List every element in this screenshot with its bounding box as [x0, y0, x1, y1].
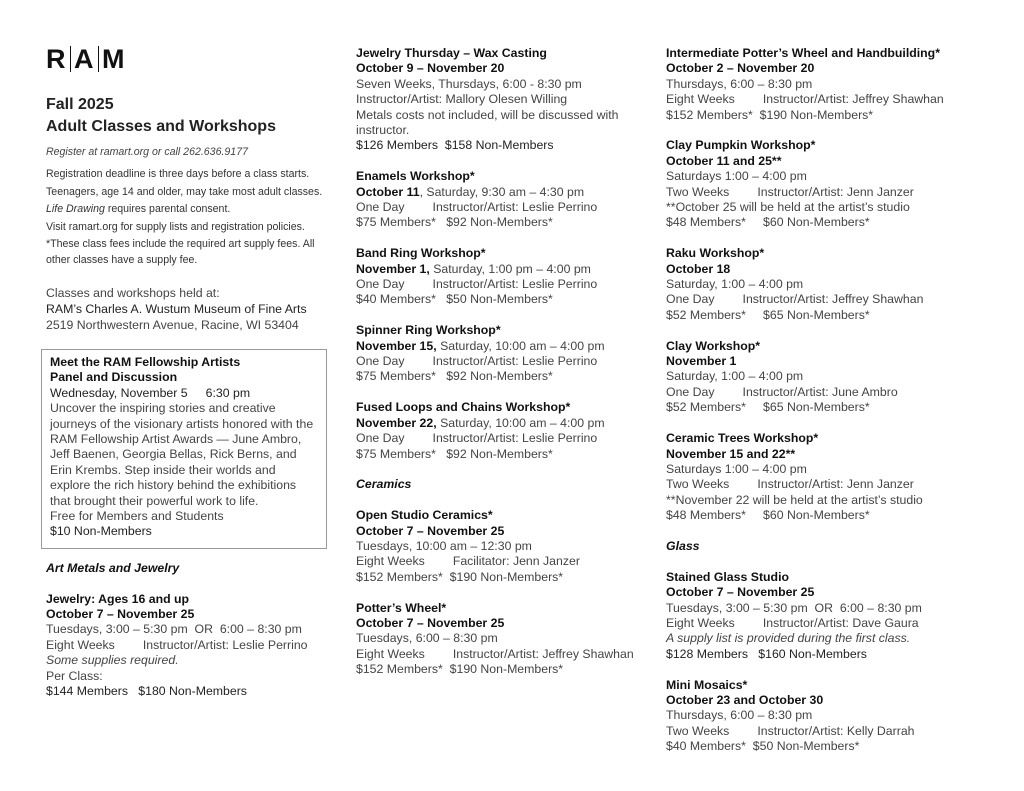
class-duration: One Day: [356, 277, 405, 292]
class-title: Meet the RAM Fellowship Artists: [50, 355, 241, 369]
listing-line: [356, 292, 656, 307]
registration-note: [46, 220, 331, 236]
class-detail: $152 Members* $190 Non-Members*: [666, 107, 874, 122]
class-instructor: Instructor/Artist: Leslie Perrino: [432, 200, 598, 215]
listing-line: [356, 539, 656, 554]
class-instructor: Instructor/Artist: Jeffrey Shawhan: [762, 92, 944, 107]
column-1: [46, 44, 331, 715]
note-text: Teenagers, age 14 and older, may take most adult classes.: [46, 185, 323, 198]
class-detail: $75 Members* $92 Non-Members*: [356, 215, 553, 230]
class-detail: $144 Members $180 Non-Members: [46, 684, 247, 699]
class-listing-raku-workshop: [666, 246, 966, 323]
class-duration: Two Weeks: [666, 477, 730, 492]
listing-line: [666, 138, 966, 153]
class-duration: Two Weeks: [666, 723, 730, 738]
class-detail: $75 Members* $92 Non-Members*: [356, 446, 553, 461]
listing-line: [666, 462, 966, 477]
listing-line: [666, 92, 966, 107]
listing-line: [666, 447, 966, 462]
class-date: October 11: [356, 184, 420, 199]
class-detail: , Saturday, 9:30 am – 4:30 pm: [419, 184, 585, 199]
listing-line: [356, 369, 656, 384]
class-instructor: Instructor/Artist: Dave Gaura: [762, 615, 919, 630]
note-text: Registration deadline is three days before a class starts.: [46, 168, 310, 180]
logo-letter: A: [74, 44, 95, 74]
listing-line: [356, 554, 656, 569]
class-date: November 15 and 22**: [666, 446, 796, 461]
listing-line: [46, 607, 331, 622]
class-instructor: Instructor/Artist: Jeffrey Shawhan: [452, 646, 634, 661]
class-detail: Thursdays, 6:00 – 8:30 pm: [666, 708, 813, 723]
class-listing-enamels-workshop: [356, 169, 656, 231]
listing-line: [356, 416, 656, 431]
class-detail: $128 Members $160 Non-Members: [666, 646, 867, 661]
listing-line: [46, 669, 331, 684]
listing-line: [666, 108, 966, 123]
listing-line: [666, 601, 966, 616]
class-listing-mini-mosaics: [666, 678, 966, 755]
class-date: November 22,: [356, 415, 437, 430]
listing-line: [356, 616, 656, 631]
listing-line: [666, 246, 966, 261]
listing-line: [666, 277, 966, 292]
class-detail: $75 Members* $92 Non-Members*: [356, 369, 553, 384]
listing-line: [356, 524, 656, 539]
class-detail: **October 25 will be held at the artist’s studio: [666, 200, 910, 215]
listing-line: [356, 400, 656, 415]
listing-line: [666, 678, 966, 693]
registration-note: [46, 202, 331, 218]
class-detail: $52 Members* $65 Non-Members*: [666, 400, 870, 415]
class-listing-ceramic-trees-workshop: [666, 431, 966, 523]
class-title: Clay Pumpkin Workshop*: [666, 138, 816, 153]
listing-line: [666, 477, 966, 492]
class-detail: Saturday, 1:00 – 4:00 pm: [666, 369, 804, 384]
listing-line: [356, 354, 656, 369]
listing-line: [666, 708, 966, 723]
listing-line: [50, 370, 318, 385]
note-text: requires parental consent.: [104, 203, 231, 215]
class-detail: Tuesdays, 3:00 – 5:30 pm OR 6:00 – 8:30 pm: [46, 622, 302, 637]
class-instructor: Facilitator: Jenn Janzer: [452, 554, 580, 569]
listing-line: [356, 631, 656, 646]
note-text: *These class fees include the required art supply fees. All other classes have a supply fee.: [46, 238, 315, 266]
class-date: October 23 and October 30: [666, 692, 824, 707]
class-date: October 11 and 25**: [666, 153, 782, 168]
class-detail: Uncover the inspiring stories and creative journeys of the visionary artists honored with the RAM Fellowship Artist Awards — June Ambro, Jeff Baenen, Georgia Bellas, Rick Berns, and Erin Krembs. Step inside their worlds and explore the rich history behind the exhibitions that brought their powerful work to life.: [50, 401, 317, 508]
class-title: Jewelry: Ages 16 and up: [46, 591, 190, 606]
class-detail: $48 Members* $60 Non-Members*: [666, 508, 870, 523]
class-note: A supply list is provided during the first class.: [666, 631, 911, 646]
class-instructor: Instructor/Artist: Leslie Perrino: [432, 354, 598, 369]
listing-line: [356, 138, 656, 153]
listing-line: [356, 570, 656, 585]
class-duration: One Day: [356, 354, 405, 369]
listing-line: [46, 653, 331, 668]
listing-line: [666, 693, 966, 708]
listing-line: [356, 662, 656, 677]
class-listing-potter-s-wheel: [356, 601, 656, 678]
class-date: October 7 – November 25: [356, 523, 505, 538]
class-title: Ceramic Trees Workshop*: [666, 431, 819, 446]
class-instructor: Instructor/Artist: Jeffrey Shawhan: [742, 292, 924, 307]
listing-line: [666, 215, 966, 230]
class-instructor: Instructor/Artist: Leslie Perrino: [432, 277, 598, 292]
class-duration: One Day: [666, 292, 715, 307]
class-detail: Instructor/Artist: Mallory Olesen Willing: [356, 92, 568, 107]
listing-line: [356, 61, 656, 76]
class-instructor: Instructor/Artist: June Ambro: [742, 384, 898, 399]
class-listing-clay-pumpkin-workshop: [666, 138, 966, 230]
section-heading: Art Metals and Jewelry: [46, 560, 180, 575]
column-3: [666, 46, 966, 770]
page-title: [46, 94, 331, 138]
class-title: Mini Mosaics*: [666, 677, 748, 692]
class-title: Jewelry Thursday – Wax Casting: [356, 46, 547, 60]
class-detail: Tuesdays, 10:00 am – 12:30 pm: [356, 538, 532, 553]
listing-line: [666, 262, 966, 277]
class-duration: Eight Weeks: [356, 554, 425, 569]
note-text: Visit ramart.org for supply lists and registration policies.: [46, 220, 305, 233]
title-heading: Adult Classes and Workshops: [46, 118, 276, 135]
listing-line: [356, 200, 656, 215]
column-1-classes: [46, 349, 331, 700]
logo-divider: [70, 46, 72, 72]
class-title: Stained Glass Studio: [666, 569, 789, 584]
class-duration: Two Weeks: [666, 184, 730, 199]
class-title: Intermediate Potter’s Wheel and Handbuilding*: [666, 46, 940, 60]
class-detail: Saturdays 1:00 – 4:00 pm: [666, 461, 807, 476]
listing-line: [356, 339, 656, 354]
class-detail: Tuesdays, 3:00 – 5:30 pm OR 6:00 – 8:30 pm: [666, 600, 922, 615]
listing-line: [666, 61, 966, 76]
listing-line: [666, 739, 966, 754]
listing-line: [50, 401, 318, 509]
listing-line: [50, 386, 318, 401]
listing-line: [46, 638, 331, 653]
listing-line: [46, 622, 331, 637]
listing-line: [356, 431, 656, 446]
listing-line: [666, 354, 966, 369]
class-instructor: Instructor/Artist: Jenn Janzer: [757, 477, 914, 492]
class-instructor: Instructor/Artist: Leslie Perrino: [142, 637, 308, 652]
class-title: Band Ring Workshop*: [356, 246, 486, 261]
class-detail: Tuesdays, 6:00 – 8:30 pm: [356, 631, 498, 646]
class-detail: $10 Non-Members: [50, 524, 152, 539]
class-listing-band-ring-workshop: [356, 246, 656, 308]
class-title: Clay Workshop*: [666, 338, 761, 353]
class-detail: $48 Members* $60 Non-Members*: [666, 215, 870, 230]
class-title: Potter’s Wheel*: [356, 600, 447, 615]
listing-line: [666, 169, 966, 184]
class-title: Enamels Workshop*: [356, 169, 475, 184]
listing-line: [666, 385, 966, 400]
class-duration: Eight Weeks: [666, 615, 735, 630]
class-date: October 7 – November 25: [46, 607, 195, 622]
class-listing-jewelry-thursday-wax-casting: [356, 46, 656, 154]
class-detail: Metals costs not included, will be discussed with instructor.: [356, 107, 622, 138]
class-duration: Eight Weeks: [666, 92, 735, 107]
listing-line: [666, 647, 966, 662]
listing-line: [666, 200, 966, 215]
class-detail: Thursdays, 6:00 – 8:30 pm: [666, 76, 813, 91]
class-detail: Free for Members and Students: [50, 509, 224, 524]
class-listing-clay-workshop: [666, 339, 966, 416]
class-listing-spinner-ring-workshop: [356, 323, 656, 385]
listing-line: [356, 601, 656, 616]
class-date: October 7 – November 25: [666, 585, 815, 600]
listing-line: [356, 77, 656, 92]
class-title: Spinner Ring Workshop*: [356, 323, 501, 338]
registration-note: [46, 185, 331, 201]
class-detail: Per Class:: [46, 668, 103, 683]
listing-line: [356, 262, 656, 277]
listing-line: [666, 185, 966, 200]
class-detail: $152 Members* $190 Non-Members*: [356, 662, 564, 677]
class-detail: $52 Members* $65 Non-Members*: [666, 307, 870, 322]
register-info: Register at ramart.org or call 262.636.9177: [46, 146, 248, 158]
class-duration: One Day: [666, 384, 715, 399]
listing-line: [50, 509, 318, 524]
listing-line: [666, 292, 966, 307]
class-date: October 18: [666, 261, 731, 276]
listing-line: [356, 246, 656, 261]
class-duration: Wednesday, November 5: [50, 385, 188, 400]
listing-line: [666, 77, 966, 92]
logo-divider: [98, 46, 100, 72]
class-date: November 1: [666, 354, 737, 369]
note-emphasis: Life Drawing: [46, 203, 105, 215]
listing-line: [356, 169, 656, 184]
listing-line: [666, 631, 966, 646]
class-detail: $40 Members* $50 Non-Members*: [356, 292, 553, 307]
class-date: October 7 – November 25: [356, 615, 505, 630]
class-title: Fused Loops and Chains Workshop*: [356, 400, 571, 415]
class-listing-fused-loops-and-chains-workshop: [356, 400, 656, 462]
class-detail: **November 22 will be held at the artist’s studio: [666, 492, 923, 507]
class-title: Raku Workshop*: [666, 246, 765, 261]
listing-line: [666, 508, 966, 523]
listing-line: [666, 46, 966, 61]
held-label: Classes and workshops held at:: [46, 286, 220, 300]
class-detail: Saturday, 10:00 am – 4:00 pm: [436, 338, 605, 353]
class-detail: Saturday, 10:00 am – 4:00 pm: [436, 415, 605, 430]
class-duration: Eight Weeks: [46, 637, 115, 652]
column-2: [356, 46, 656, 693]
class-note: Some supplies required.: [46, 653, 179, 668]
class-detail: Saturday, 1:00 pm – 4:00 pm: [429, 261, 591, 276]
class-date: November 15,: [356, 338, 437, 353]
registration-note: [46, 167, 331, 183]
logo-letter: R: [46, 44, 67, 74]
class-title: Open Studio Ceramics*: [356, 508, 493, 523]
class-detail: $40 Members* $50 Non-Members*: [666, 739, 860, 754]
listing-line: [50, 355, 318, 370]
listing-line: [50, 524, 318, 539]
listing-line: [666, 724, 966, 739]
listing-line: [666, 585, 966, 600]
listing-line: [356, 323, 656, 338]
class-listing-stained-glass-studio: [666, 570, 966, 662]
registration-note: [46, 237, 331, 268]
section-heading: Ceramics: [356, 477, 412, 492]
listing-line: [666, 493, 966, 508]
ram-logo: [46, 44, 331, 74]
class-detail: Saturdays 1:00 – 4:00 pm: [666, 169, 807, 184]
class-listing-intermediate-potter-s-wheel-and-handbuilding: [666, 46, 966, 123]
listing-line: [666, 369, 966, 384]
class-detail: $126 Members $158 Non-Members: [356, 138, 554, 153]
listing-line: [666, 339, 966, 354]
listing-line: [356, 508, 656, 523]
class-duration: Eight Weeks: [356, 646, 425, 661]
listing-line: [666, 616, 966, 631]
class-detail: Saturday, 1:00 – 4:00 pm: [666, 277, 804, 292]
class-duration: One Day: [356, 431, 405, 446]
listing-line: [356, 46, 656, 61]
class-instructor: 6:30 pm: [205, 385, 251, 400]
listing-line: [46, 684, 331, 699]
listing-line: [356, 185, 656, 200]
season-heading: Fall 2025: [46, 96, 114, 113]
class-date: October 9 – November 20: [356, 61, 505, 76]
listing-line: [356, 447, 656, 462]
listing-line: [666, 154, 966, 169]
class-detail: $152 Members* $190 Non-Members*: [356, 569, 564, 584]
listing-line: [666, 570, 966, 585]
listing-line: [356, 92, 656, 107]
class-date: Panel and Discussion: [50, 370, 178, 385]
listing-line: [356, 647, 656, 662]
class-detail: Seven Weeks, Thursdays, 6:00 - 8:30 pm: [356, 76, 582, 91]
listing-line: [666, 308, 966, 323]
logo-letter: M: [102, 44, 126, 74]
listing-line: [356, 277, 656, 292]
venue-name: RAM’s Charles A. Wustum Museum of Fine Arts: [46, 302, 307, 316]
class-date: November 1,: [356, 261, 430, 276]
class-listing-open-studio-ceramics: [356, 508, 656, 585]
class-date: October 2 – November 20: [666, 61, 815, 76]
section-heading: Glass: [666, 538, 700, 553]
class-instructor: Instructor/Artist: Kelly Darrah: [757, 723, 915, 738]
registration-notes: [46, 167, 331, 268]
class-instructor: Instructor/Artist: Jenn Janzer: [757, 184, 914, 199]
listing-line: [46, 592, 331, 607]
class-listing-jewelry-ages-16-and-up: [46, 592, 331, 700]
venue-info: [46, 285, 331, 333]
listing-line: [356, 215, 656, 230]
venue-address: 2519 Northwestern Avenue, Racine, WI 53404: [46, 318, 299, 332]
listing-line: [666, 431, 966, 446]
listing-line: [666, 400, 966, 415]
listing-line: [356, 108, 656, 139]
class-duration: One Day: [356, 200, 405, 215]
class-instructor: Instructor/Artist: Leslie Perrino: [432, 431, 598, 446]
fellowship-panel-box: [41, 349, 327, 549]
